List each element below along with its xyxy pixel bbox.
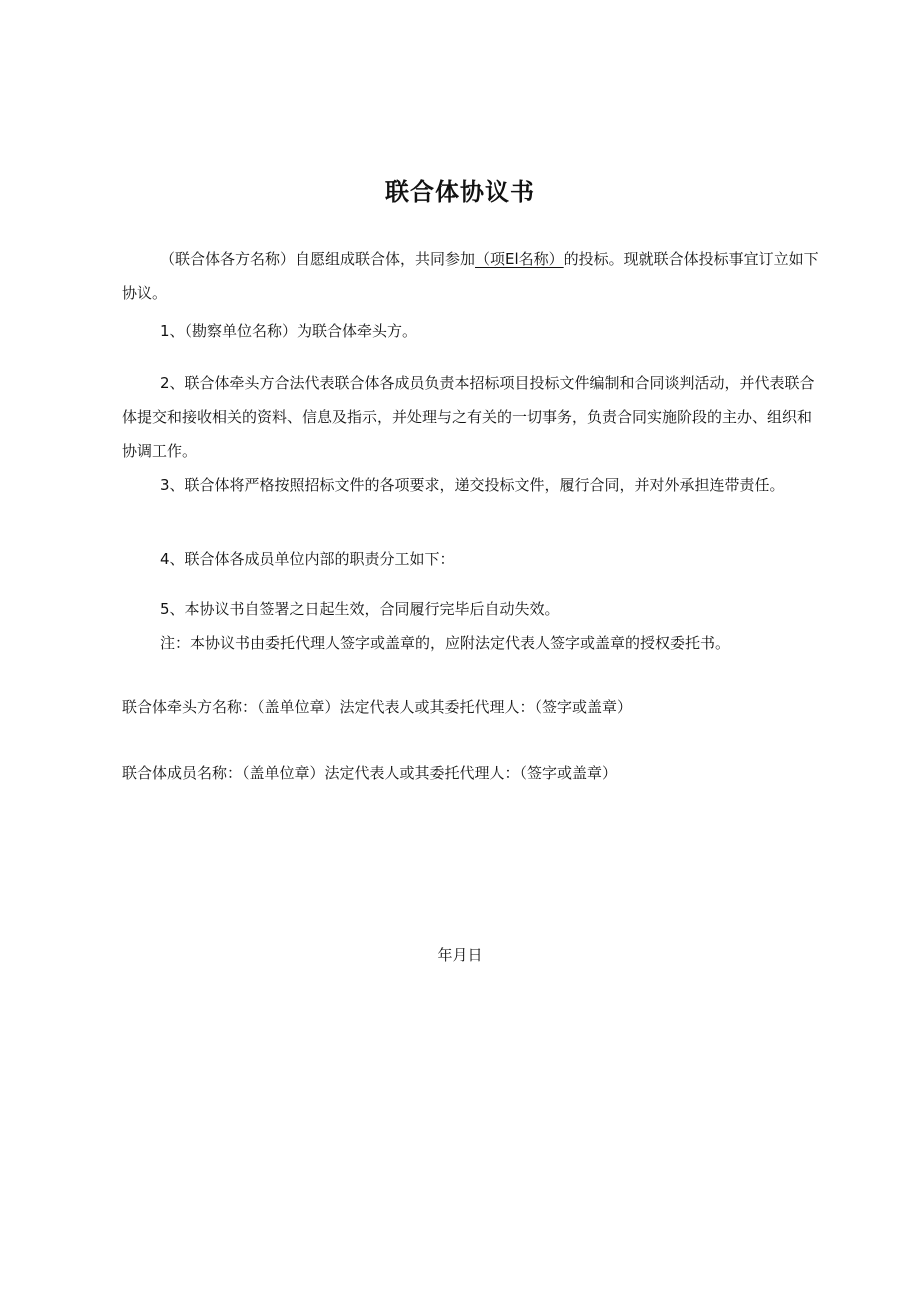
clause-3: 3、联合体将严格按照招标文件的各项要求，递交投标文件，履行合同，并对外承担连带责任。 bbox=[160, 476, 785, 494]
project-name-placeholder: （项El名称） bbox=[475, 250, 564, 268]
member-signature-line: 联合体成员名称：（盖单位章）法定代表人或其委托代理人：（签字或盖章） bbox=[122, 764, 618, 782]
date-line: 年月日 bbox=[437, 946, 483, 964]
clause-2: 2、联合体牵头方合法代表联合体各成员负责本招标项目投标文件编制和合同谈判活动，并代表联合体提交和接收相关的资料、信息及指示，并处理与之有关的一切事务，负责合同实施阶段的主办、组织和协调工作。 bbox=[122, 374, 815, 460]
clause-4: 4、联合体各成员单位内部的职责分工如下： bbox=[160, 550, 455, 568]
intro-paragraph bbox=[122, 242, 822, 310]
intro-text-part2: 的投标。现就联合体投标事宜订立如下协议。 bbox=[122, 250, 819, 302]
clause-1: 1、（勘察单位名称）为联合体牵头方。 bbox=[160, 322, 418, 340]
document-title: 联合体协议书 bbox=[385, 178, 535, 206]
clause-5: 5、本协议书自签署之日起生效，合同履行完毕后自动失效。 bbox=[160, 600, 560, 618]
lead-party-signature-line: 联合体牵头方名称：（盖单位章）法定代表人或其委托代理人：（签字或盖章） bbox=[122, 698, 633, 716]
intro-text-part1: （联合体各方名称）自愿组成联合体，共同参加 bbox=[160, 250, 476, 268]
note-paragraph: 注：本协议书由委托代理人签字或盖章的，应附法定代表人签字或盖章的授权委托书。 bbox=[160, 634, 731, 652]
